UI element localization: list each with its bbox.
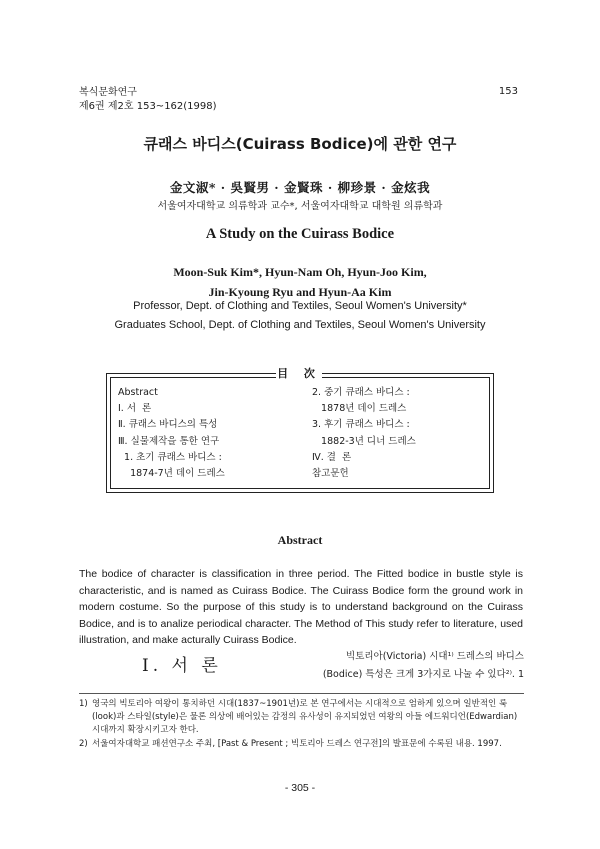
toc-left-column [118, 385, 225, 482]
footnote-text: 영국의 빅토리아 여왕이 통치하던 시대(1837~1901년)로 본 연구에서는 시대적으로 엄하게 있으며 일반적인 룩(look)과 스타일(style)은 물론 의상에 배어있는 감정의 유사성이 유지되었던 여왕의 아들 에드워디언(Edwardian) 시대까지 확장시키고자 한다. [92, 699, 518, 735]
toc-item: Ⅲ. 실물제작을 통한 연구 [118, 435, 220, 447]
toc-heading: 目 次 [277, 367, 321, 380]
toc-item: 1878년 데이 드레스 [312, 403, 407, 415]
page-number: 153 [498, 86, 518, 97]
journal-header [79, 86, 217, 114]
toc-item: Abstract [118, 387, 158, 398]
page-footer-number: - 305 - [284, 782, 316, 794]
affiliation-korean: 서울여자대학교 의류학과 교수*, 서울여자대학교 대학원 의류학과 [157, 201, 443, 212]
authors-english [0, 262, 600, 302]
toc-item: Ⅱ. 큐래스 바디스의 특성 [118, 419, 218, 431]
toc-item: Ⅳ. 결 론 [312, 451, 352, 463]
toc-item: 1882-3년 디너 드레스 [312, 435, 416, 447]
footnote-mark: 1) [79, 699, 88, 709]
affiliation-english-line1: Professor, Dept. of Clothing and Textiles, Seoul Women's University* [133, 300, 467, 312]
abstract-text: The bodice of character is classification in three period. The Fitted bodice in bustle style is characteristic, and is named as Cuirass Bodice. The Cuirass Bodice form the ground work in modern costume. So the purpose of this study is to understand background on the Cuirass Bodice, and is to analize periodical character. The Method of This study refer to literature, used illustration, and make acturally Cuirass Bodice. [79, 568, 523, 647]
toc-item: 2. 중기 큐래스 바디스 : [312, 387, 410, 398]
toc-right-column [312, 385, 416, 482]
title-english: A Study on the Cuirass Bodice [205, 226, 395, 242]
section-title-introduction: Ⅰ. 서 론 [142, 656, 222, 676]
toc-item: 3. 후기 큐래스 바디스 : [312, 419, 410, 431]
authors-korean: 金文淑* · 吳賢男 · 金賢珠 · 柳珍景 · 金炫我 [169, 180, 431, 195]
footnote-divider [79, 693, 524, 694]
affiliation-english-line2: Graduates School, Dept. of Clothing and Textiles, Seoul Women's University [114, 319, 486, 331]
authors-english-line1: Moon-Suk Kim*, Hyun-Nam Oh, Hyun-Joo Kim, [173, 265, 427, 279]
affiliation-english [0, 297, 600, 335]
abstract-heading: Abstract [277, 533, 323, 547]
footnotes [79, 698, 524, 752]
authors-english-line2: Jin-Kyoung Ryu and Hyun-Aa Kim [208, 285, 392, 299]
toc-item: 1874-7년 데이 드레스 [118, 468, 225, 480]
section-body-line1: 빅토리아(Victoria) 시대¹⁾ 드레스의 바디스 [346, 651, 524, 662]
journal-name: 복식문화연구 [79, 87, 137, 98]
footnote-item [79, 738, 524, 751]
section-body-line2: (Bodice) 특성은 크게 3가지로 나눌 수 있다²⁾. 1 [322, 669, 524, 680]
section-body-text [302, 648, 524, 684]
toc-item: Ⅰ. 서 론 [118, 403, 152, 415]
toc-item: 1. 초기 큐래스 바디스 : [118, 451, 222, 463]
footnote-item [79, 698, 524, 737]
volume-issue: 제6권 제2호 153~162(1998) [79, 101, 217, 112]
toc-item: 참고문헌 [312, 468, 349, 480]
title-korean: 큐래스 바디스(Cuirass Bodice)에 관한 연구 [143, 135, 457, 153]
footnote-mark: 2) [79, 739, 88, 749]
footnote-text: 서울여자대학교 패션연구소 주최, [Past & Present ; 빅토리아 드레스 연구전]의 발표문에 수록된 내용. 1997. [92, 739, 502, 749]
